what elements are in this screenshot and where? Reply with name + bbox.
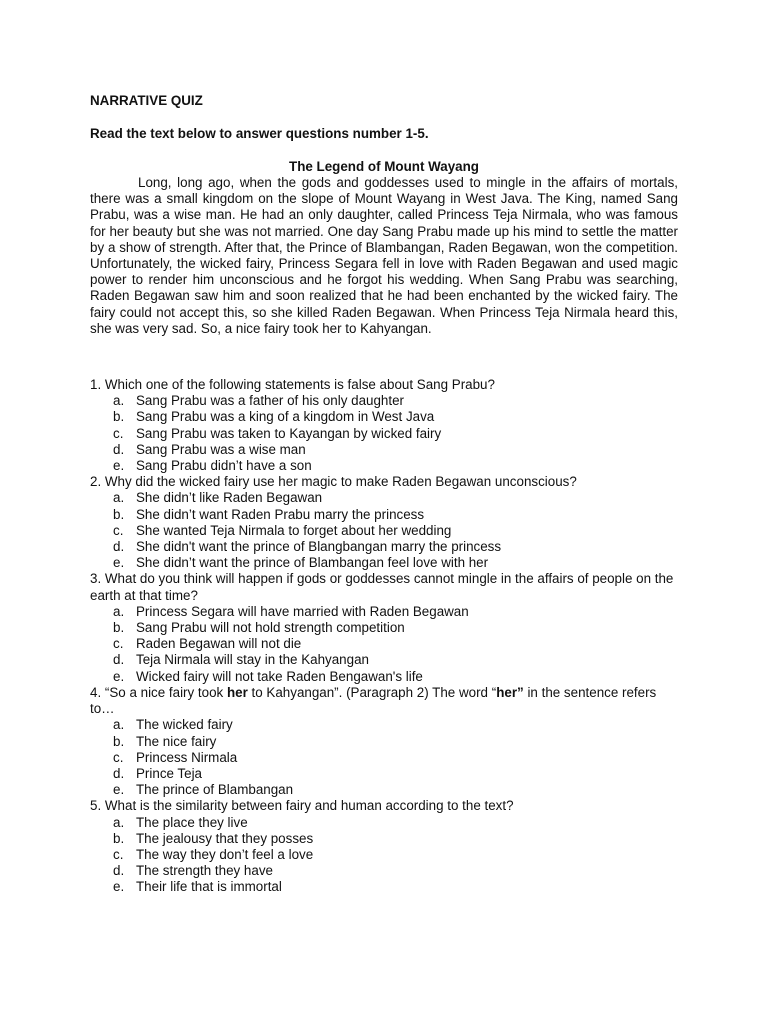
option-letter: b. bbox=[113, 506, 125, 522]
quiz-instruction: Read the text below to answer questions number 1-5. bbox=[90, 126, 429, 141]
story-paragraph: Long, long ago, when the gods and goddesses used to mingle in the affairs of mortals, there was a small kingdom on the slope of Mount Wayang in West Java. The King, named Sang Prabu, was a wise man. He had an only daughter, called Princess Teja Nirmala, who was famous for her beauty but she was not married. One day Sang Prabu made up his mind to settle the matter by a show of strength. After that, the Prince of Blambangan, Raden Begawan, won the competition. Unfortunately, the wicked fairy, Princess Segara fell in love with Raden Begawan and used magic power to render him unconscious and he forgot his wedding. When Sang Prabu was searching, Raden Begawan saw him and soon realized that he had been enchanted by the wicked fairy. The fairy could not accept this, so she killed Raden Begawan. When Princess Teja Nirmala heard this, she was very sad. So, a nice fairy took her to Kahyangan. bbox=[90, 175, 678, 336]
option-text: Princess Segara will have married with Raden Begawan bbox=[136, 603, 469, 619]
question-text bbox=[90, 798, 678, 814]
option-letter: c. bbox=[113, 425, 124, 441]
option-item bbox=[90, 620, 678, 636]
option-text: The wicked fairy bbox=[136, 717, 233, 733]
option-text: Teja Nirmala will stay in the Kahyangan bbox=[136, 652, 369, 668]
option-letter: a. bbox=[113, 603, 125, 619]
question-4 bbox=[90, 685, 678, 798]
option-letter: b. bbox=[113, 620, 125, 636]
option-text: The nice fairy bbox=[136, 733, 217, 749]
option-letter: d. bbox=[113, 441, 125, 457]
option-item bbox=[90, 409, 678, 425]
option-letter: a. bbox=[113, 717, 125, 733]
option-text: Sang Prabu was a king of a kingdom in West Java bbox=[136, 409, 435, 425]
option-text: Sang Prabu was taken to Kayangan by wicked fairy bbox=[136, 425, 442, 441]
question-prompt: Why did the wicked fairy use her magic to make Raden Begawan unconscious? bbox=[104, 474, 577, 490]
question-prompt-part: in the sentence refers to… bbox=[90, 684, 657, 717]
option-text: Sang Prabu will not hold strength competition bbox=[136, 620, 405, 636]
option-text: Sang Prabu was a wise man bbox=[136, 441, 306, 457]
option-item bbox=[90, 539, 678, 555]
question-list bbox=[90, 377, 678, 896]
question-1 bbox=[90, 377, 678, 474]
option-list bbox=[90, 604, 678, 685]
option-item bbox=[90, 604, 678, 620]
option-item bbox=[90, 815, 678, 831]
option-item bbox=[90, 490, 678, 506]
option-item bbox=[90, 750, 678, 766]
option-item bbox=[90, 734, 678, 750]
option-letter: e. bbox=[113, 668, 125, 684]
option-text: Sang Prabu was a father of his only daughter bbox=[136, 393, 404, 409]
option-letter: c. bbox=[113, 749, 124, 765]
quiz-heading: NARRATIVE QUIZ bbox=[90, 93, 203, 108]
question-number: 2. bbox=[90, 474, 102, 490]
question-prompt: What do you think will happen if gods or goddesses cannot mingle in the affairs of people on the earth at that time? bbox=[90, 571, 674, 603]
option-letter: a. bbox=[113, 393, 125, 409]
option-letter: d. bbox=[113, 539, 125, 555]
option-item bbox=[90, 831, 678, 847]
option-item bbox=[90, 458, 678, 474]
option-item bbox=[90, 507, 678, 523]
question-text bbox=[90, 685, 678, 717]
option-item bbox=[90, 426, 678, 442]
question-prompt: Which one of the following statements is false about Sang Prabu? bbox=[104, 377, 495, 393]
option-item bbox=[90, 879, 678, 895]
question-emphasis: her bbox=[226, 684, 248, 700]
option-item bbox=[90, 782, 678, 798]
option-letter: e. bbox=[113, 782, 125, 798]
option-item bbox=[90, 717, 678, 733]
option-text: Wicked fairy will not take Raden Bengawan's life bbox=[136, 668, 423, 684]
option-text: She wanted Teja Nirmala to forget about her wedding bbox=[136, 522, 452, 538]
option-item bbox=[90, 393, 678, 409]
question-prompt-part: “So a nice fairy took bbox=[104, 684, 227, 700]
question-number: 5. bbox=[90, 798, 102, 814]
option-letter: c. bbox=[113, 636, 124, 652]
option-letter: d. bbox=[113, 765, 125, 781]
option-letter: d. bbox=[113, 863, 125, 879]
question-5 bbox=[90, 798, 678, 895]
option-item bbox=[90, 523, 678, 539]
question-prompt: What is the similarity between fairy and human according to the text? bbox=[104, 798, 514, 814]
option-text: The jealousy that they posses bbox=[136, 830, 314, 846]
question-text bbox=[90, 571, 678, 603]
option-item bbox=[90, 555, 678, 571]
option-list bbox=[90, 490, 678, 571]
option-letter: d. bbox=[113, 652, 125, 668]
option-text: She didn’t want Raden Prabu marry the princess bbox=[136, 506, 425, 522]
question-emphasis: her” bbox=[496, 684, 524, 700]
option-text: Sang Prabu didn’t have a son bbox=[136, 458, 312, 474]
option-letter: c. bbox=[113, 522, 124, 538]
option-item bbox=[90, 669, 678, 685]
option-text: The place they live bbox=[136, 814, 248, 830]
option-item bbox=[90, 636, 678, 652]
option-text: The prince of Blambangan bbox=[136, 782, 294, 798]
document-page bbox=[90, 92, 678, 896]
option-text: The way they don’t feel a love bbox=[136, 846, 314, 862]
option-text: The strength they have bbox=[136, 863, 273, 879]
option-item bbox=[90, 847, 678, 863]
option-letter: e. bbox=[113, 879, 125, 895]
question-text bbox=[90, 474, 678, 490]
option-text: Their life that is immortal bbox=[136, 879, 282, 895]
question-2 bbox=[90, 474, 678, 571]
option-letter: c. bbox=[113, 846, 124, 862]
option-list bbox=[90, 717, 678, 798]
question-3 bbox=[90, 571, 678, 684]
option-letter: b. bbox=[113, 830, 125, 846]
question-text bbox=[90, 377, 678, 393]
option-list bbox=[90, 815, 678, 896]
option-item bbox=[90, 442, 678, 458]
option-text: She didn't want the prince of Blangbangan marry the princess bbox=[136, 539, 502, 555]
option-item bbox=[90, 863, 678, 879]
question-number: 4. bbox=[90, 684, 102, 700]
option-text: Princess Nirmala bbox=[136, 749, 238, 765]
option-list bbox=[90, 393, 678, 474]
option-text: Raden Begawan will not die bbox=[136, 636, 302, 652]
story-title: The Legend of Mount Wayang bbox=[289, 159, 479, 174]
option-item bbox=[90, 652, 678, 668]
option-text: She didn’t like Raden Begawan bbox=[136, 490, 323, 506]
option-letter: e. bbox=[113, 458, 125, 474]
option-letter: b. bbox=[113, 733, 125, 749]
option-letter: e. bbox=[113, 555, 125, 571]
question-number: 3. bbox=[90, 571, 102, 587]
question-prompt-part: to Kahyangan”. (Paragraph 2) The word “ bbox=[247, 684, 497, 700]
option-letter: a. bbox=[113, 490, 125, 506]
option-text: She didn’t want the prince of Blambangan feel love with her bbox=[136, 555, 489, 571]
option-letter: a. bbox=[113, 814, 125, 830]
option-letter: b. bbox=[113, 409, 125, 425]
option-text: Prince Teja bbox=[136, 765, 202, 781]
question-number: 1. bbox=[90, 377, 102, 393]
option-item bbox=[90, 766, 678, 782]
